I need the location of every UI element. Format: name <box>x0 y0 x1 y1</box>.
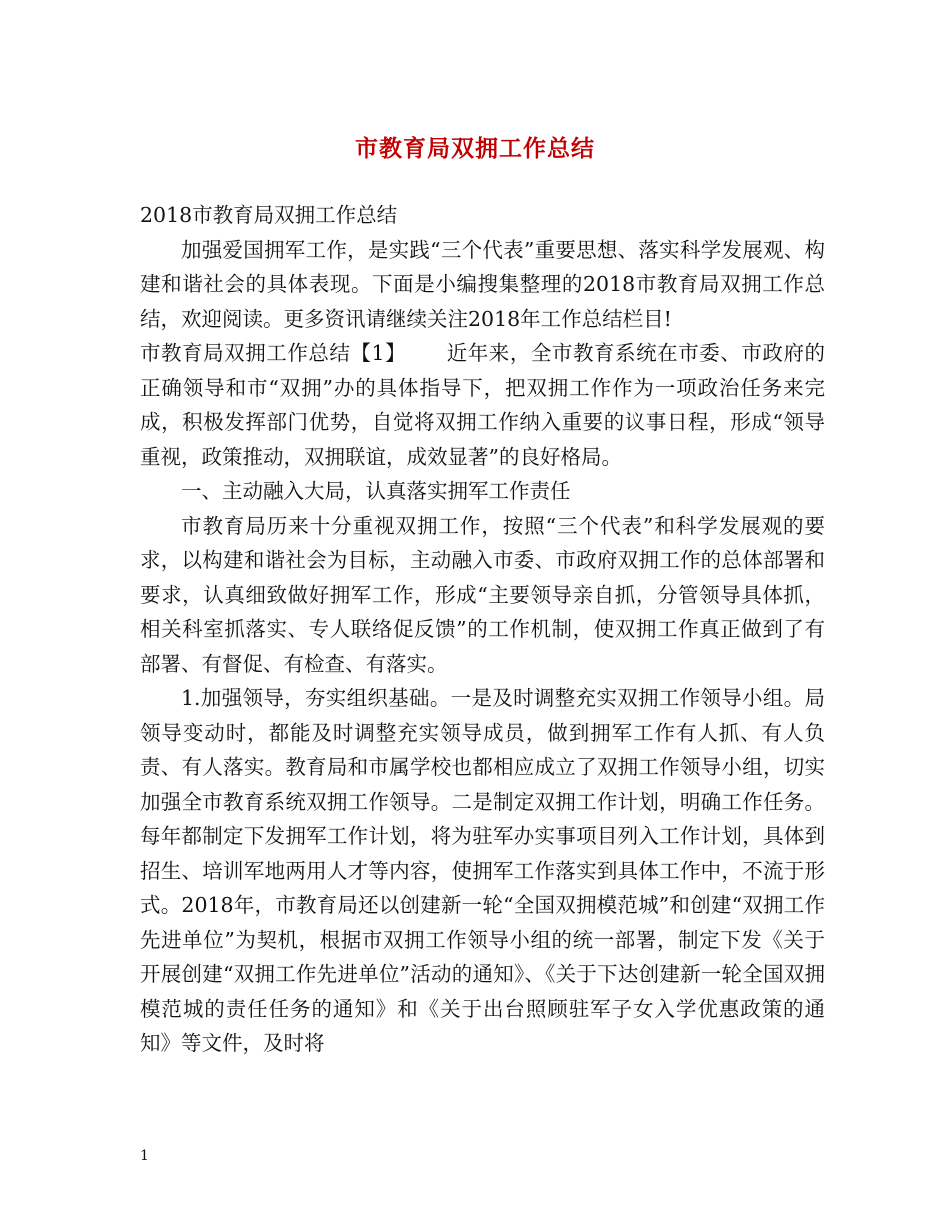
page-number: 1 <box>140 1148 149 1164</box>
section-paragraph <box>140 336 825 474</box>
section-text: 近年来，全市教育系统在市委、市政府的正确领导和市“双拥”办的具体指导下，把双拥工作作为一项政治任务来完成，积极发挥部门优势，自觉将双拥工作纳入重要的议事日程，形成“领导重视，政策推动，双拥联谊，成效显著”的良好格局。 <box>140 341 825 469</box>
section-label: 市教育局双拥工作总结【1】 <box>140 341 407 365</box>
document-subtitle: 2018市教育局双拥工作总结 <box>140 203 398 227</box>
document-title: 市教育局双拥工作总结 <box>355 135 595 162</box>
heading-1: 一、主动融入大局，认真落实拥军工作责任 <box>181 479 571 503</box>
paragraph-1: 市教育局历来十分重视双拥工作，按照“三个代表”和科学发展观的要求，以构建和谐社会为目标，主动融入市委、市政府双拥工作的总体部署和要求，认真细致做好拥军工作，形成“主要领导亲自抓，分管领导具体抓，相关科室抓落实、专人联络促反馈”的工作机制，使双拥工作真正做到了有部署、有督促、有检查、有落实。 <box>140 513 825 676</box>
intro-paragraph: 加强爱国拥军工作，是实践“三个代表”重要思想、落实科学发展观、构建和谐社会的具体表现。下面是小编搜集整理的2018市教育局双拥工作总结，欢迎阅读。更多资讯请继续关注2018年工作总结栏目! <box>140 237 825 331</box>
paragraph-2: 1.加强领导，夯实组织基础。一是及时调整充实双拥工作领导小组。局领导变动时，都能及时调整充实领导成员，做到拥军工作有人抓、有人负责、有人落实。教育局和市属学校也都相应成立了双拥工作领导小组，切实加强全市教育系统双拥工作领导。二是制定双拥工作计划，明确工作任务。每年都制定下发拥军工作计划，将为驻军办实事项目列入工作计划，具体到招生、培训军地两用人才等内容，使拥军工作落实到具体工作中，不流于形式。2018年，市教育局还以创建新一轮“全国双拥模范城”和创建“双拥工作先进单位”为契机，根据市双拥工作领导小组的统一部署，制定下发《关于开展创建“双拥工作先进单位”活动的通知》、《关于下达创建新一轮全国双拥模范城的责任任务的通知》和《关于出台照顾驻军子女入学优惠政策的通知》等文件，及时将 <box>140 686 825 1055</box>
document-body <box>140 198 825 1061</box>
